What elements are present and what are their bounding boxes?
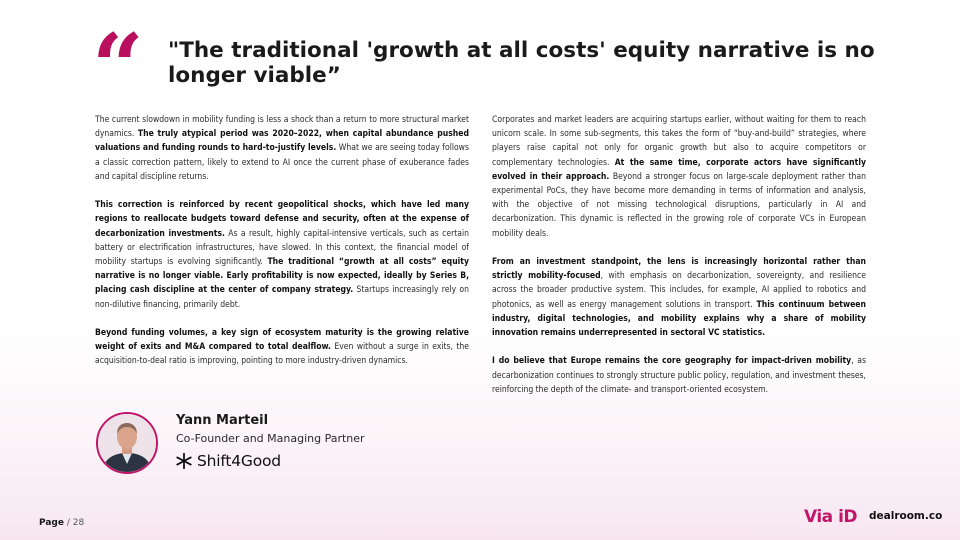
bold-text-run: From an investment standpoint, the lens is increasingly horizontal rather than strictly mobility-focused [492,257,866,282]
bold-text-run: I do believe that Europe remains the core geography for impact-driven mobility [492,356,852,367]
organization-logo [175,451,281,471]
author-avatar [96,412,158,474]
text-run: Beyond a stronger focus on large-scale deployment rather than experimental PoCs, they have become more demanding in terms of information and analysis, with the objective of not missing technological disruptions, particularly in AI and decarbonization. This dynamic is reflected in the growing role of corporate VCs in European mobility deals. [492,171,866,239]
paragraph [492,113,866,241]
page-word: Page [39,518,64,528]
left-text-column [95,113,469,383]
via-id-logo: Via iD [804,507,858,527]
text-run: Even without a surge in exits, the acquisition-to-deal ratio is improving, pointing to more industry-driven dynamics. [95,342,469,367]
paragraph [95,326,469,369]
bold-text-run: Beyond funding volumes, a key sign of ecosystem maturity is the growing relative weight of exits and M&A compared to total dealflow. [95,328,469,353]
text-run: The current slowdown in mobility funding is less a shock than a return to more structural market dynamics. [95,115,469,140]
bold-text-run: At the same time, corporate actors have significantly evolved in their approach. [492,157,866,182]
page-separator: / [66,518,70,528]
text-run: Corporates and market leaders are acquiring startups earlier, without waiting for them to reach unicorn scale. In some sub-segments, this takes the form of “buy-and-build” strategies, where players raise capital not only for organic growth but also to acquire competitors or complementary technologies. [492,115,866,168]
page-number-value: 28 [72,518,85,528]
bold-text-run: This continuum between industry, digital technologies, and mobility explains why a share of mobility innovation remains underrepresented in sectoral VC statistics. [492,299,866,339]
text-run: As a result, highly capital-intensive verticals, such as certain battery or electrification infrastructures, have slowed. In this context, the financial model of mobility startups is evolving significantly. [95,228,469,268]
paragraph [492,354,866,397]
organization-name: Shift4Good [197,452,281,470]
bold-text-run: The truly atypical period was 2020–2022, when capital abundance pushed valuations and funding rounds to hard-to-justify levels. [95,129,470,154]
quote-headline: "The traditional 'growth at all costs' equity narrative is no longer viable” [168,38,875,88]
paragraph [95,113,469,184]
right-text-column [492,113,866,411]
quote-mark-icon: “ [92,14,144,120]
person-avatar-icon [98,414,156,472]
page-number [39,518,84,528]
paragraph [95,198,469,312]
bold-text-run: The traditional “growth at all costs” equity narrative is no longer viable. Early profitability is now expected, ideally by Series B, placing cash discipline at the center of company strategy. [95,257,469,296]
dealroom-logo: dealroom.co [869,510,943,522]
author-name: Yann Marteil [176,413,269,428]
text-run: , as decarbonization continues to strongly structure public policy, regulation, and investment theses, reinforcing the depth of the climate- and transport-oriented ecosystem. [492,356,866,395]
author-role: Co-Founder and Managing Partner [176,432,365,445]
paragraph [492,255,866,340]
asterisk-logo-icon [175,452,193,470]
text-run: , with emphasis on decarbonization, sovereignty, and resilience across the broader productive system. This includes, for example, AI applied to robotics and photonics, as well as energy management solutions in transport. [492,271,866,310]
bold-text-run: This correction is reinforced by recent geopolitical shocks, which have led many regions to reallocate budgets toward defense and security, often at the expense of decarbonization investments. [95,200,469,239]
text-run: What we are seeing today follows a classic correction pattern, likely to extend to AI once the current phase of exuberance fades and capital discipline returns. [95,143,469,182]
text-run: Startups increasingly rely on non-dilutive financing, primarily debt. [95,285,469,310]
